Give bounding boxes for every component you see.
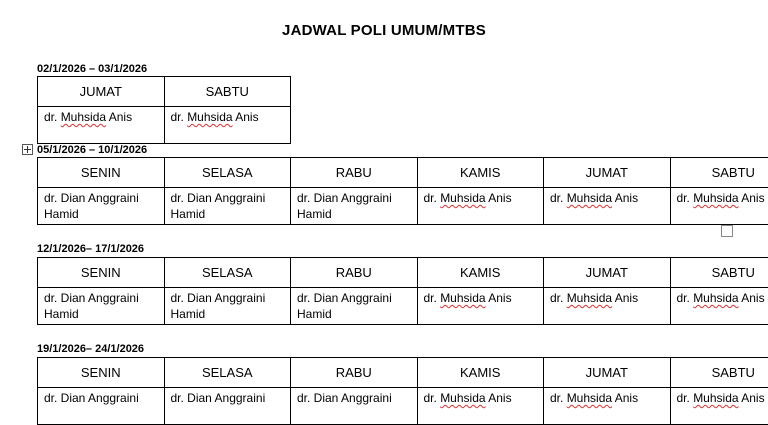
day-header-row xyxy=(38,358,768,388)
spellcheck-flagged-word: Muhsida xyxy=(693,191,738,205)
doctor-name-text: dr. Dian Anggraini Hamid xyxy=(297,191,392,221)
doctor-cell xyxy=(38,107,165,144)
doctor-name-text: dr. Dian Anggraini Hamid xyxy=(297,291,392,321)
week-date-range: 05/1/2026 – 10/1/2026 xyxy=(37,144,147,156)
doctor-row xyxy=(38,188,768,225)
doctor-cell xyxy=(164,188,291,225)
doctor-cell xyxy=(544,388,671,425)
week-date-range: 02/1/2026 – 03/1/2026 xyxy=(37,63,147,75)
spellcheck-flagged-word: Muhsida xyxy=(187,110,232,124)
day-header-cell: SABTU xyxy=(670,258,768,288)
doctor-cell xyxy=(38,288,165,325)
doctor-row xyxy=(38,388,768,425)
day-header-cell: SABTU xyxy=(164,77,291,107)
doctor-name-text: dr. xyxy=(677,191,694,205)
doctor-name-text: Anis xyxy=(106,110,132,124)
day-header-cell: RABU xyxy=(291,258,418,288)
day-header-cell: JUMAT xyxy=(544,358,671,388)
day-header-cell: JUMAT xyxy=(544,258,671,288)
doctor-cell xyxy=(291,388,418,425)
day-header-cell: SENIN xyxy=(38,258,165,288)
day-header-cell: SABTU xyxy=(670,158,768,188)
spellcheck-flagged-word: Muhsida xyxy=(440,391,485,405)
doctor-name-text: Anis xyxy=(233,110,259,124)
day-header-row xyxy=(38,258,768,288)
doctor-name-text: dr. xyxy=(550,291,567,305)
week-date-range: 12/1/2026– 17/1/2026 xyxy=(37,243,144,255)
doctor-name-text: dr. xyxy=(424,291,441,305)
day-header-row xyxy=(38,77,291,107)
day-header-cell: KAMIS xyxy=(417,258,544,288)
spellcheck-flagged-word: Muhsida xyxy=(693,291,738,305)
doctor-name-text: Anis xyxy=(486,391,512,405)
doctor-name-text: Anis xyxy=(486,291,512,305)
doctor-cell xyxy=(38,188,165,225)
doctor-name-text: dr. xyxy=(44,110,61,124)
table-resize-handle[interactable] xyxy=(721,225,733,237)
document-title: JADWAL POLI UMUM/MTBS xyxy=(0,22,768,39)
week-date-range: 19/1/2026– 24/1/2026 xyxy=(37,343,144,355)
schedule-table xyxy=(37,157,768,225)
spellcheck-flagged-word: Muhsida xyxy=(567,291,612,305)
spellcheck-flagged-word: Muhsida xyxy=(61,110,106,124)
day-header-cell: SELASA xyxy=(164,258,291,288)
doctor-row xyxy=(38,107,291,144)
doctor-name-text: Anis xyxy=(486,191,512,205)
day-header-cell: SENIN xyxy=(38,358,165,388)
day-header-cell: SABTU xyxy=(670,358,768,388)
doctor-row xyxy=(38,288,768,325)
doctor-name-text: dr. xyxy=(424,391,441,405)
doctor-name-text: dr. Dian Anggraini Hamid xyxy=(44,291,139,321)
doctor-name-text: dr. xyxy=(171,110,188,124)
doctor-name-text: Anis xyxy=(612,191,638,205)
schedule-table xyxy=(37,257,768,325)
doctor-name-text: dr. xyxy=(424,191,441,205)
doctor-cell xyxy=(38,388,165,425)
spellcheck-flagged-word: Muhsida xyxy=(440,191,485,205)
doctor-name-text: dr. Dian Anggraini Hamid xyxy=(171,291,266,321)
doctor-name-text: dr. xyxy=(550,391,567,405)
doctor-name-text: Anis xyxy=(739,191,765,205)
doctor-cell xyxy=(291,188,418,225)
doctor-cell xyxy=(544,288,671,325)
day-header-cell: KAMIS xyxy=(417,158,544,188)
doctor-name-text: Anis xyxy=(612,391,638,405)
day-header-cell: KAMIS xyxy=(417,358,544,388)
doctor-cell xyxy=(164,107,291,144)
doctor-cell xyxy=(164,288,291,325)
spellcheck-flagged-word: Muhsida xyxy=(567,391,612,405)
doctor-cell xyxy=(670,388,768,425)
doctor-cell xyxy=(417,388,544,425)
doctor-name-text: dr. xyxy=(550,191,567,205)
spellcheck-flagged-word: Muhsida xyxy=(440,291,485,305)
doctor-cell xyxy=(417,188,544,225)
doctor-name-text: dr. Dian Anggraini Hamid xyxy=(44,191,139,221)
doctor-name-text: dr. Dian Anggraini xyxy=(297,391,392,405)
day-header-cell: SELASA xyxy=(164,158,291,188)
doctor-name-text: Anis xyxy=(739,391,765,405)
doctor-cell xyxy=(164,388,291,425)
day-header-cell: SENIN xyxy=(38,158,165,188)
doctor-cell xyxy=(670,188,768,225)
doctor-name-text: dr. Dian Anggraini xyxy=(171,391,266,405)
day-header-cell: SELASA xyxy=(164,358,291,388)
doctor-cell xyxy=(670,288,768,325)
doctor-name-text: dr. xyxy=(677,391,694,405)
doctor-name-text: dr. Dian Anggraini Hamid xyxy=(171,191,266,221)
day-header-cell: JUMAT xyxy=(38,77,165,107)
day-header-cell: RABU xyxy=(291,358,418,388)
schedule-table xyxy=(37,357,768,425)
day-header-cell: RABU xyxy=(291,158,418,188)
spellcheck-flagged-word: Muhsida xyxy=(567,191,612,205)
doctor-name-text: dr. xyxy=(677,291,694,305)
doctor-name-text: dr. Dian Anggraini xyxy=(44,391,139,405)
table-move-handle-icon[interactable] xyxy=(22,144,33,155)
doctor-cell xyxy=(544,188,671,225)
schedule-table xyxy=(37,76,291,144)
day-header-row xyxy=(38,158,768,188)
doctor-name-text: Anis xyxy=(739,291,765,305)
spellcheck-flagged-word: Muhsida xyxy=(693,391,738,405)
doctor-name-text: Anis xyxy=(612,291,638,305)
doctor-cell xyxy=(291,288,418,325)
day-header-cell: JUMAT xyxy=(544,158,671,188)
doctor-cell xyxy=(417,288,544,325)
